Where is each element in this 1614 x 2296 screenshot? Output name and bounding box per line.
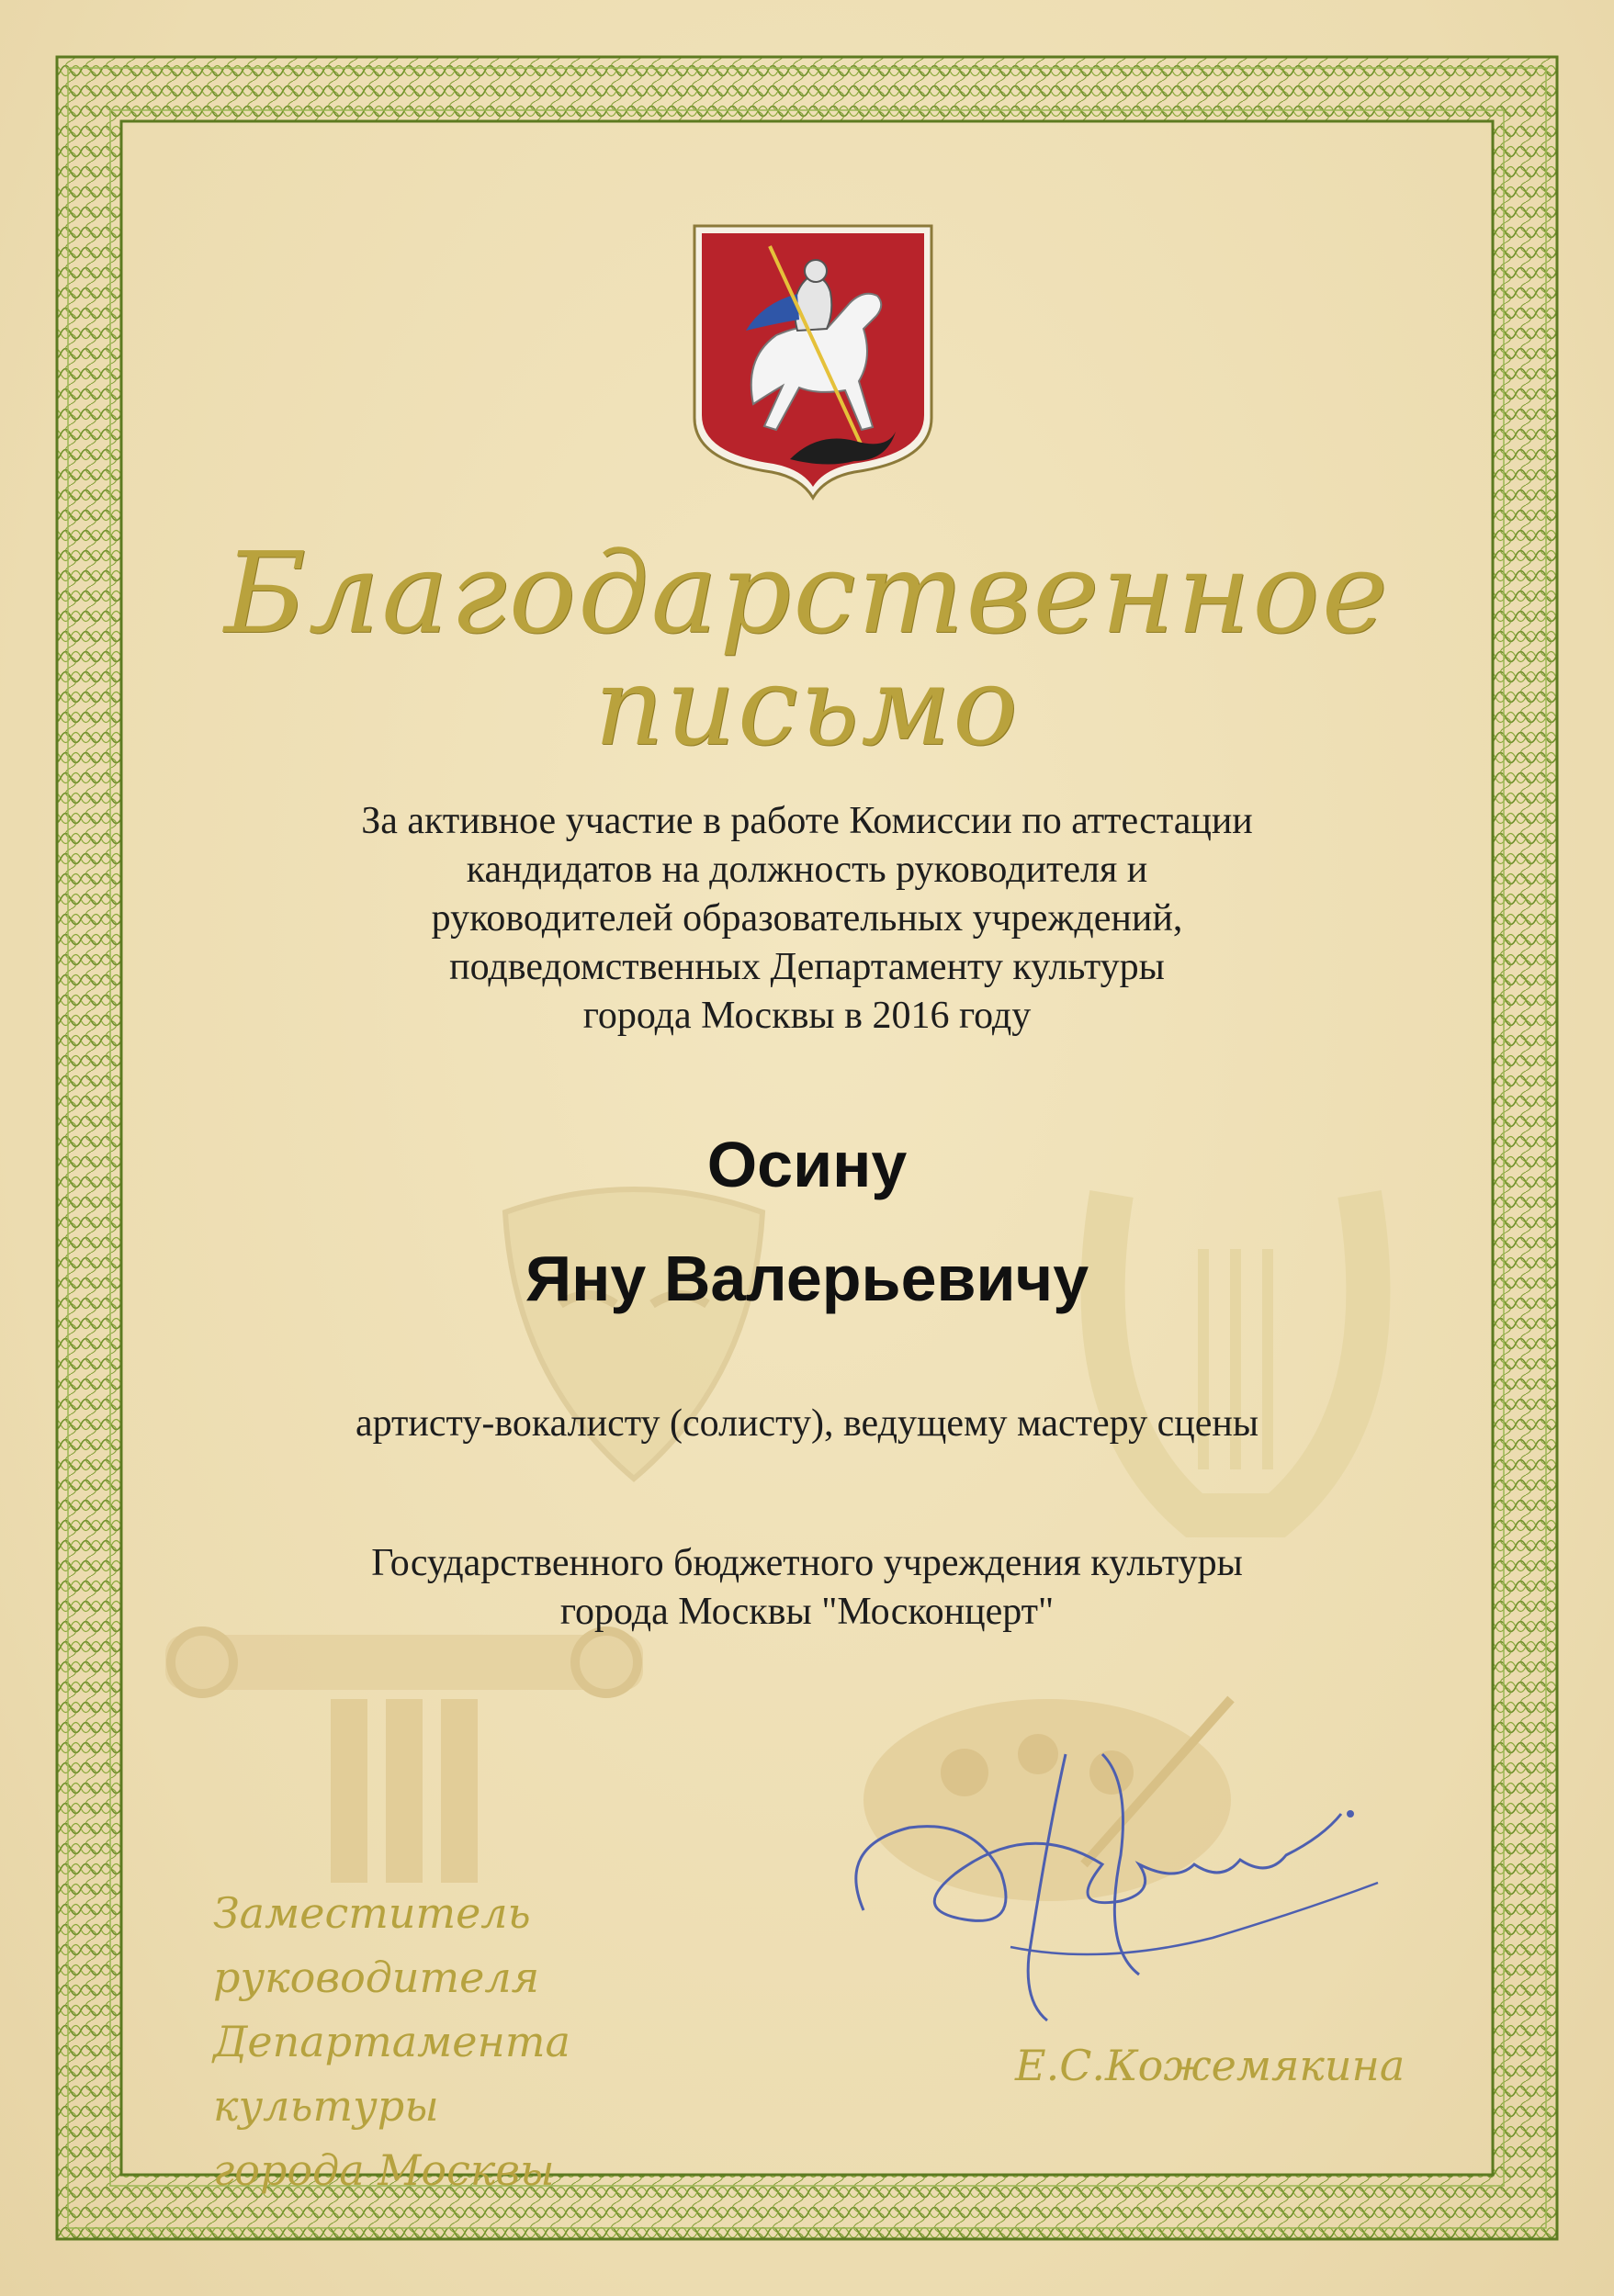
signer-title-line: города Москвы	[213, 2145, 555, 2195]
moscow-coat-of-arms-icon	[689, 220, 937, 501]
signer-name: Е.С.Кожемякина	[1015, 2041, 1405, 2090]
document-title-line-2: письмо	[593, 643, 1021, 770]
organization-name	[230, 1539, 1384, 1637]
signer-title-line: Заместитель руководителя	[213, 1888, 540, 2002]
theatre-mask-icon	[478, 1176, 790, 1506]
intro-line: подведомственных Департаменту культуры	[449, 946, 1165, 988]
signer-title	[213, 1881, 783, 2202]
intro-line: руководителей образовательных учреждений,	[431, 897, 1183, 940]
intro-line: За активное участие в работе Комиссии по аттестации	[361, 800, 1253, 842]
intro-line: города Москвы в 2016 году	[582, 995, 1032, 1037]
recipient-name: Яну Валерьевичу	[525, 1243, 1089, 1314]
signer-title-line: Департамента культуры	[213, 2017, 570, 2131]
intro-line: кандидатов на должность руководителя и	[466, 849, 1148, 891]
intro-paragraph	[230, 797, 1384, 1041]
recipient-surname: Осину	[706, 1129, 908, 1200]
signature-icon	[827, 1727, 1396, 2039]
organization-line: города Москвы "Москонцерт"	[559, 1591, 1055, 1633]
recipient-position: артисту-вокалисту (солисту), ведущему мастеру сцены	[355, 1402, 1259, 1445]
document-title-line-1: Благодарственное	[224, 528, 1390, 658]
organization-line: Государственного бюджетного учреждения культуры	[371, 1542, 1243, 1584]
column-icon	[147, 1616, 661, 1892]
